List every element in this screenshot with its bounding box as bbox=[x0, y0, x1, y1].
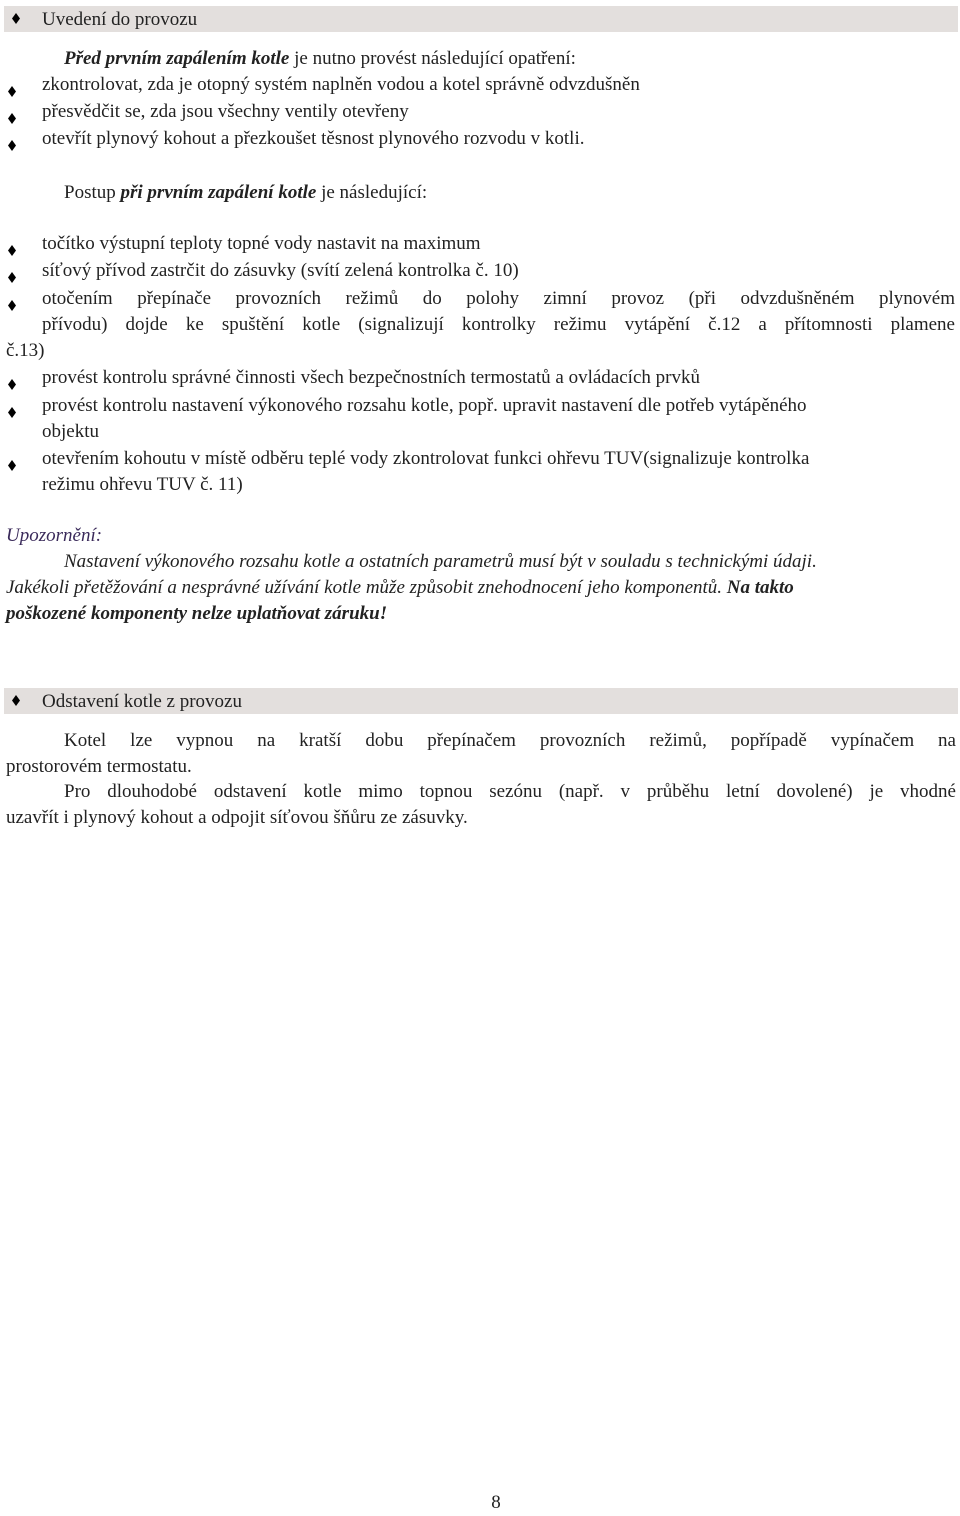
intro-rest: je nutno provést následující opatření: bbox=[289, 48, 576, 69]
paragraph-line: Kotel lze vypnou na kratší dobu přepínačem provozních režimů, popřípadě vypínačem na bbox=[64, 730, 956, 751]
warning-emphasis: poškozené komponenty nelze uplatňovat záruku! bbox=[6, 603, 388, 624]
procedure-intro: Postup při prvním zapálení kotle je následující: bbox=[64, 182, 428, 203]
warning-line: Jakékoli přetěžování a nesprávné užívání kotle může způsobit znehodnocení jeho komponentů. Na takto bbox=[6, 577, 794, 598]
intro-line bbox=[64, 46, 576, 72]
bullet-diamond-icon bbox=[8, 86, 16, 97]
bullet-diamond-icon bbox=[8, 300, 16, 311]
document-page: Uvedení do provozu Před prvním zapálením kotle je nutno provést následující opatření: zkontrolovat, zda je otopný systém naplněn vodou a kotel správně odvzdušněn přesvědčit se, zda jsou všechny ventily otevřeny otevřít plynový kohout a přezkoušet těsnost plynového rozvodu v kotli. Postup při prvním zapálení kotle je následující: točítko výstupní teploty topné vody nastavit na maximum síťový přívod zastrčit do zásuvky (svítí zelená kontrolka č. 10) otočením přepínače provozních režimů do polohy zimní provoz (při odvzdušněném plynovém přívodu) dojde ke spuštění kotle (signalizují kontrolky režimu vytápění č.12 a přítomnosti plamene č.13) provést kontrolu správné činnosti všech bezpečnostních termostatů a ovládacích prvků provést kontrolu nastavení výkonového rozsahu kotle, popř. upravit nastavení dle potřeb vytápěného objektu otevřením kohoutu v místě odběru teplé vody zkontrolovat funkci ohřevu TUV(signalizuje kontrolka režimu ohřevu TUV č. 11) Upozornění: Nastavení výkonového rozsahu kotle a ostatních parametrů musí být v souladu s technickými údaji. Jakékoli přetěžování a nesprávné užívání kotle může způsobit znehodnocení jeho komponentů. Na takto poškozené komponenty nelze uplatňovat záruku! Odstavení kotle z provozu Kotel lze vypnou na kratší dobu přepínačem provozních režimů, popřípadě vypínačem na prostorovém termostatu. Pro dlouhodobé odstavení kotle mimo topnou sezónu (např. v průběhu letní dovolené) je vhodné uzavřít i plynový kohout a odpojit síťovou šňůru ze zásuvky. 8 bbox=[0, 0, 960, 1513]
bullet-diamond-icon bbox=[8, 379, 16, 390]
paragraph-line: prostorovém termostatu. bbox=[6, 756, 192, 777]
page-number: 8 bbox=[491, 1492, 501, 1513]
section-heading-shutdown bbox=[4, 688, 958, 714]
warning-line: Nastavení výkonového rozsahu kotle a ostatních parametrů musí být v souladu s technickými údaji. bbox=[64, 551, 817, 572]
paragraph-line: uzavřít i plynový kohout a odpojit síťovou šňůru ze zásuvky. bbox=[6, 807, 468, 828]
intro-italic: Před prvním zapálením kotle bbox=[64, 48, 290, 69]
bullet-diamond-icon bbox=[8, 460, 16, 471]
section-title: Uvedení do provozu bbox=[42, 9, 198, 30]
bullet-diamond-icon bbox=[8, 407, 16, 418]
bullet-diamond-icon bbox=[8, 272, 16, 283]
bullet-diamond-icon bbox=[12, 695, 20, 706]
warning-label: Upozornění: bbox=[6, 525, 103, 546]
section-title: Odstavení kotle z provozu bbox=[42, 691, 242, 712]
bullet-diamond-icon bbox=[12, 13, 20, 24]
list-item-continuation: č.13) bbox=[6, 340, 45, 361]
section-heading-startup bbox=[4, 6, 958, 32]
paragraph-line: Pro dlouhodobé odstavení kotle mimo topnou sezónu (např. v průběhu letní dovolené) je vhodné bbox=[64, 781, 956, 802]
bullet-diamond-icon bbox=[8, 245, 16, 256]
bullet-diamond-icon bbox=[8, 113, 16, 124]
bullet-diamond-icon bbox=[8, 140, 16, 151]
